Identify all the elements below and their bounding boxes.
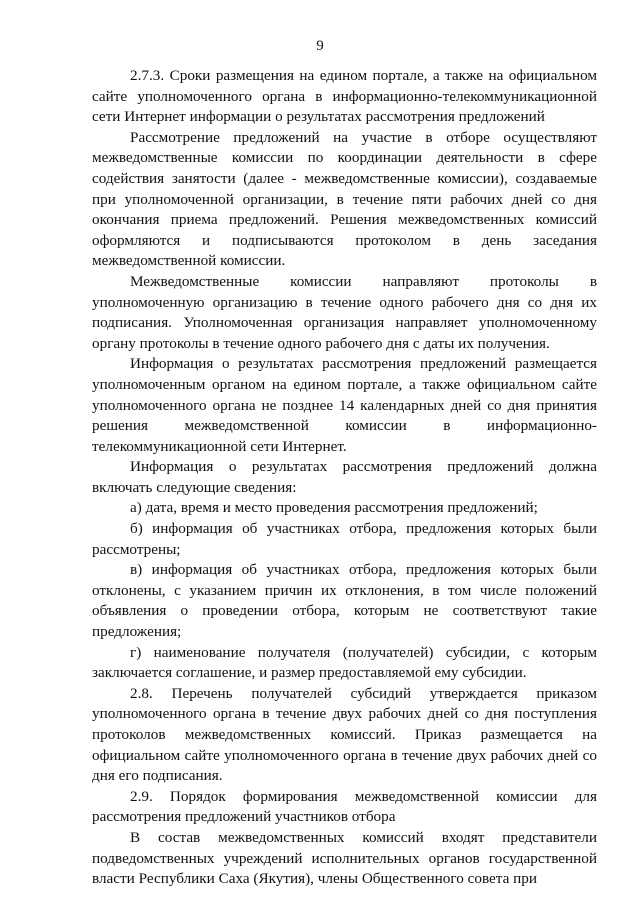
list-item-a: а) дата, время и место проведения рассмотрения предложений; bbox=[130, 499, 538, 517]
paragraph-results-publication: Информация о результатах рассмотрения предложений размещается уполномоченным органом на едином портале, а также официальном сайте уполномоченного органа не позднее 14 календарных дней со дня принятия решения межведомственной комиссии в информационно-телекоммуникационной сети Интернет. bbox=[92, 355, 597, 455]
document-body bbox=[92, 66, 597, 890]
section-2-7-3-heading: 2.7.3. Сроки размещения на едином портале, а также на официальном сайте уполномоченного органа в информационно-телекоммуникационной сети Интернет информации о результатах рассмотрения предложений bbox=[92, 67, 597, 126]
list-item-v: в) информация об участниках отбора, предложения которых были отклонены, с указанием причин их отклонения, в том числе положений объявления о проведении отбора, которым не соответствуют такие предложения; bbox=[92, 561, 597, 641]
section-2-9-heading: 2.9. Порядок формирования межведомственной комиссии для рассмотрения предложений участников отбора bbox=[92, 787, 597, 826]
list-item-g: г) наименование получателя (получателей) субсидии, с которым заключается соглашение, и размер предоставляемой ему субсидии. bbox=[92, 643, 597, 682]
page-number: 9 bbox=[316, 38, 324, 54]
paragraph-commission-composition: В состав межведомственных комиссий входят представители подведомственных учреждений исполнительных органов государственной власти Республики Саха (Якутия), члены Общественного совета при bbox=[92, 828, 597, 888]
paragraph-review-procedure: Рассмотрение предложений на участие в отборе осуществляют межведомственные комиссии по координации деятельности в сфере содействия занятости (далее - межведомственные комиссии), создаваемые при уполномоченной организации, в течение пяти рабочих дней со дня окончания приема предложений. Решения межведомственных комиссий оформляются и подписываются протоколом в день заседания межведомственной комиссии. bbox=[92, 128, 597, 270]
paragraph-results-contents: Информация о результатах рассмотрения предложений должна включать следующие сведения: bbox=[92, 458, 597, 496]
paragraph-protocols-transfer: Межведомственные комиссии направляют протоколы в уполномоченную организацию в течение одного рабочего дня со дня их подписания. Уполномоченная организация направляет уполномоченному органу протоколы в течение одного рабочего дня с даты их получения. bbox=[92, 272, 597, 352]
section-2-8: 2.8. Перечень получателей субсидий утверждается приказом уполномоченного органа в течение двух рабочих дней со дня поступления протоколов межведомственных комиссий. Приказ размещается на официальном сайте уполномоченного органа в течение двух рабочих дней со дня его подписания. bbox=[92, 684, 597, 785]
list-item-b: б) информация об участниках отбора, предложения которых были рассмотрены; bbox=[92, 520, 597, 558]
